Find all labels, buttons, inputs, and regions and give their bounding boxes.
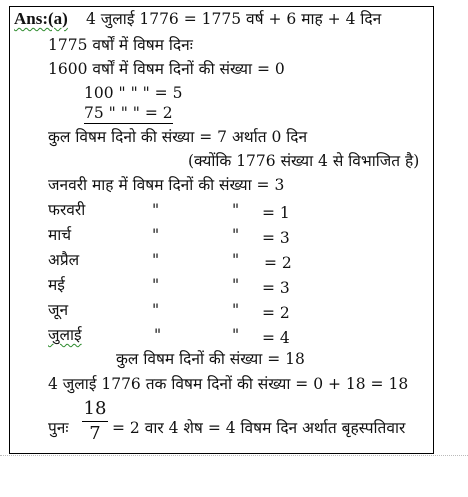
fraction-numerator: 18 [83, 398, 107, 419]
answer-line-5: 75 " " " = 2 [84, 104, 173, 122]
answer-line-3: 1600 वर्षों में विषम दिनों की संख्या = 0 [48, 60, 285, 78]
ditto-mark: " [154, 326, 162, 344]
month-value: = 3 [262, 279, 290, 297]
total-line: कुल विषम दिनों की संख्या = 18 [116, 350, 305, 368]
final-prefix: पुनः [48, 419, 69, 437]
ditto-mark: " [232, 201, 240, 219]
month-value: = 4 [262, 329, 290, 347]
ditto-mark: " [232, 301, 240, 319]
answer-line-4: 100 " " " = 5 [84, 84, 183, 102]
fraction-18-over-7 [82, 398, 108, 445]
ditto-mark: " [152, 301, 160, 319]
ditto-mark: " [152, 251, 160, 269]
final-total-line: 4 जुलाई 1776 तक विषम दिनों की संख्या = 0 + 18 = 18 [48, 375, 409, 393]
answer-line-6: कुल विषम दिनो की संख्या = 7 अर्थात 0 दिन [48, 128, 308, 146]
ditto-mark: " [232, 251, 240, 269]
month-name: मार्च [48, 226, 72, 244]
ditto-mark: " [152, 276, 160, 294]
month-value: = 1 [262, 204, 290, 222]
fraction-bar [82, 421, 108, 422]
answer-line-7: (क्योंकि 1776 संख्या 4 से विभाजित है) [188, 152, 420, 170]
ditto-mark: " [232, 276, 240, 294]
answer-label: Ans:(a) [14, 9, 68, 28]
final-rest: = 2 वार 4 शेष = 4 विषम दिन अर्थात बृहस्पतिवार [112, 419, 406, 437]
ditto-mark: " [232, 226, 240, 244]
month-value: = 2 [264, 254, 292, 272]
month-name: फरवरी [48, 201, 86, 219]
month-name: जून [48, 301, 69, 319]
answer-box [9, 6, 434, 454]
ditto-mark: " [152, 226, 160, 244]
answer-line-2: 1775 वर्षों में विषम दिनः [48, 36, 193, 54]
month-name: जुलाई [48, 326, 82, 344]
month-name: मई [48, 276, 65, 294]
ditto-mark: " [232, 326, 240, 344]
answer-line-1: 4 जुलाई 1776 = 1775 वर्ष + 6 माह + 4 दिन [86, 10, 382, 28]
page-divider [0, 455, 468, 457]
ditto-mark: " [152, 201, 160, 219]
month-row-jan: जनवरी माह में विषम दिनों की संख्या = 3 [48, 176, 285, 194]
month-value: = 2 [262, 304, 290, 322]
month-value: = 3 [262, 229, 290, 247]
month-name: अप्रैल [48, 251, 80, 269]
fraction-denominator: 7 [89, 423, 101, 444]
